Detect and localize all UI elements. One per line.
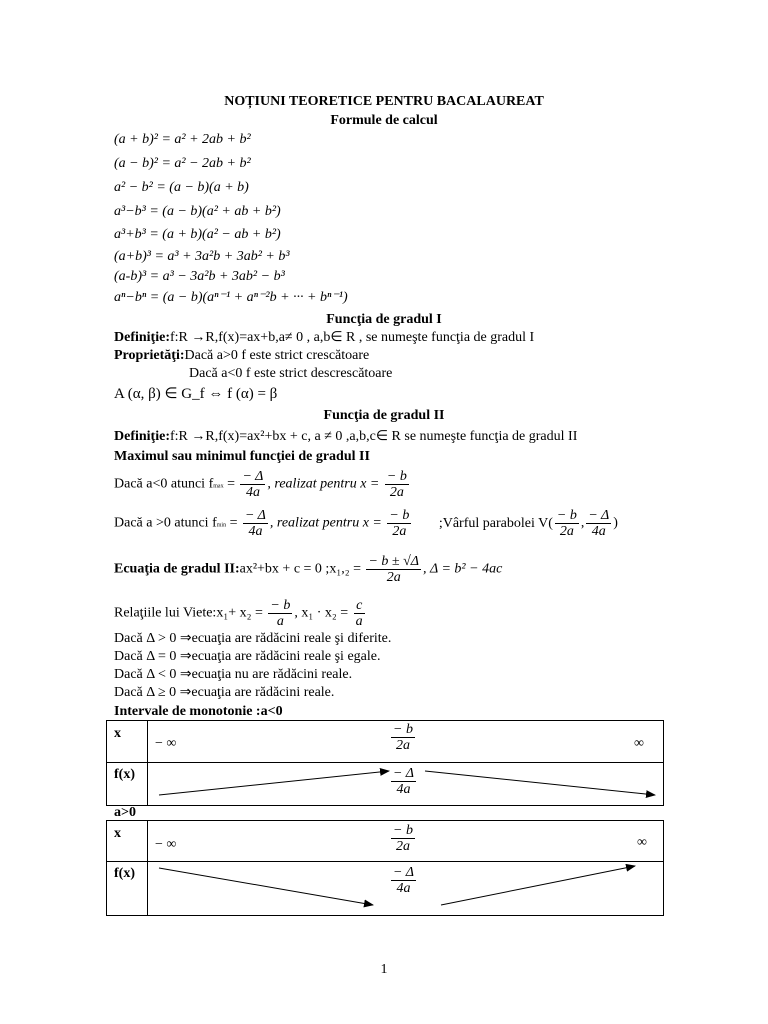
f2-min-sub: min bbox=[216, 522, 227, 529]
increasing-arrow bbox=[441, 866, 635, 905]
minus-infinity: − ∞ bbox=[155, 736, 177, 751]
f2-max-mid: , realizat pentru x = bbox=[267, 476, 380, 492]
f2-maxmin-heading: Maximul sau minimul funcţiei de gradul II bbox=[114, 449, 370, 464]
formula-2: (a − b)² = a² − 2ab + b² bbox=[114, 156, 251, 171]
formula-1: (a + b)² = a² + 2ab + b² bbox=[114, 132, 251, 147]
formula-3: a² − b² = (a − b)(a + b) bbox=[114, 180, 249, 195]
vertex-x-value: $\frac{- b}{2a}$ bbox=[393, 722, 413, 753]
monotony-arrows-a-neg bbox=[107, 721, 663, 805]
f1-prop2: Dacă a<0 f este strict descrescătoare bbox=[189, 366, 393, 381]
decreasing-arrow bbox=[425, 771, 655, 795]
vertex-y-value: $\frac{- \Delta}{4a}$ bbox=[393, 865, 414, 896]
monotony-table-a-pos bbox=[106, 820, 664, 916]
row-x-label: x bbox=[114, 826, 121, 841]
f1-heading: Funcţia de gradul I bbox=[326, 312, 442, 327]
f2-min-pre: Dacă a >0 atunci f bbox=[114, 515, 217, 531]
f2-viete-sum: x₁+ x₂ = bbox=[216, 605, 263, 621]
frac-roots: $\frac{- b \pm √\Delta}{2a}$ bbox=[368, 554, 420, 585]
frac-min: $\frac{- \Delta}{4a}$ bbox=[244, 508, 266, 539]
f1-def-label: Definiţie: bbox=[114, 330, 170, 345]
monotony-heading: Intervale de monotonie :a<0 bbox=[114, 704, 283, 719]
formula-7: (a-b)³ = a³ − 3a²b + 3ab² − b³ bbox=[114, 269, 285, 284]
f2-viete bbox=[114, 598, 367, 629]
vertex-x-value: $\frac{- b}{2a}$ bbox=[393, 823, 413, 854]
formula-5: a³+b³ = (a + b)(a² − ab + b²) bbox=[114, 227, 281, 242]
f2-max-pre: Dacă a<0 atunci f bbox=[114, 476, 214, 492]
case-1: Dacă Δ > 0 ⇒ecuaţia are rădăcini reale şi diferite. bbox=[114, 631, 392, 646]
case-4: Dacă Δ ≥ 0 ⇒ecuaţia are rădăcini reale. bbox=[114, 685, 335, 700]
case-2: Dacă Δ = 0 ⇒ecuaţia are rădăcini reale şi egale. bbox=[114, 649, 381, 664]
frac-viete-sum: $\frac{- b}{a}$ bbox=[270, 598, 291, 629]
f1-definition bbox=[114, 331, 534, 345]
f2-max-line: Dacă a<0 atunci fmax = $\frac{- \Delta}{4a}$ , realizat pentru x = $\frac{- b}{2a}$ bbox=[114, 469, 407, 500]
f1-prop1: Dacă a>0 f este strict crescătoare bbox=[184, 348, 370, 363]
row-fx-label: f(x) bbox=[114, 767, 135, 782]
f1-prop-label: Proprietăţi: bbox=[114, 348, 185, 363]
f2-def-text: f:R →R,f(x)=ax²+bx + c, a ≠ 0 ,a,b,c∈ R se numeşte funcţia de gradul II bbox=[169, 429, 578, 444]
f2-eq-label: Ecuaţia de gradul II: bbox=[114, 561, 240, 577]
f2-definition bbox=[114, 430, 577, 444]
f2-vertex: ;Vârful parabolei V( bbox=[438, 515, 553, 531]
f2-delta-def: , Δ = b² − 4ac bbox=[423, 561, 503, 577]
frac-viete-prod: $\frac{c}{a}$ bbox=[355, 598, 363, 629]
f2-viete-prod: , x₁ · x₂ = bbox=[294, 605, 349, 621]
f2-equation bbox=[114, 554, 502, 585]
frac-vertex-x: $\frac{- b}{2a}$ bbox=[556, 508, 577, 539]
decreasing-arrow bbox=[159, 868, 373, 905]
f2-eq-text: ax²+bx + c = 0 ;x₁,₂ = bbox=[239, 561, 361, 577]
formulas-heading: Formule de calcul bbox=[330, 113, 438, 128]
formula-6: (a+b)³ = a³ + 3a²b + 3ab² + b³ bbox=[114, 249, 290, 264]
monotony-heading-2: a>0 bbox=[114, 805, 136, 820]
frac-max-x: $\frac{- b}{2a}$ bbox=[386, 469, 407, 500]
page-title: NOȚIUNI TEORETICE PENTRU BACALAUREAT bbox=[224, 94, 544, 109]
row-fx-label: f(x) bbox=[114, 866, 135, 881]
frac-max: $\frac{- \Delta}{4a}$ bbox=[242, 469, 264, 500]
frac-vertex-y: $\frac{- \Delta}{4a}$ bbox=[588, 508, 610, 539]
monotony-table-a-neg bbox=[106, 720, 664, 806]
frac-min-x: $\frac{- b}{2a}$ bbox=[389, 508, 410, 539]
f2-min-mid: , realizat pentru x = bbox=[269, 515, 382, 531]
page-number: 1 bbox=[380, 962, 388, 977]
formula-8: aⁿ−bⁿ = (a − b)(aⁿ⁻¹ + aⁿ⁻²b + ··· + bⁿ⁻¹) bbox=[114, 290, 348, 305]
f2-viete-label: Relaţiile lui Viete: bbox=[114, 605, 217, 621]
vertex-y-value: $\frac{- \Delta}{4a}$ bbox=[393, 766, 414, 797]
f1-properties bbox=[114, 349, 369, 363]
monotony-arrows-a-pos bbox=[107, 821, 663, 915]
f2-max-sub: max bbox=[213, 483, 224, 490]
row-x-label: x bbox=[114, 726, 121, 741]
f2-def-label: Definiţie: bbox=[114, 429, 170, 444]
plus-infinity: ∞ bbox=[637, 835, 647, 850]
formula-4: a³−b³ = (a − b)(a² + ab + b²) bbox=[114, 204, 281, 219]
increasing-arrow bbox=[159, 771, 389, 795]
f1-point: A (α, β) ∈ G_f ⇔ f (α) = β bbox=[114, 386, 278, 402]
minus-infinity: − ∞ bbox=[155, 837, 177, 852]
case-3: Dacă Δ < 0 ⇒ecuaţia nu are rădăcini reale. bbox=[114, 667, 353, 682]
f1-def-text: f:R →R,f(x)=ax+b,a≠ 0 , a,b∈ R , se numeşte funcţia de gradul I bbox=[169, 330, 535, 345]
f2-heading: Funcţia de gradul II bbox=[323, 408, 445, 423]
f2-min-line: Dacă a >0 atunci fmin = $\frac{- \Delta}{4a}$ , realizat pentru x = $\frac{- b}{2a}$ ;Vârful parabolei V( $\frac{- b}{2a}$ , $\frac{- \Delta}{4a}$ ) bbox=[114, 508, 618, 539]
plus-infinity: ∞ bbox=[634, 736, 644, 751]
